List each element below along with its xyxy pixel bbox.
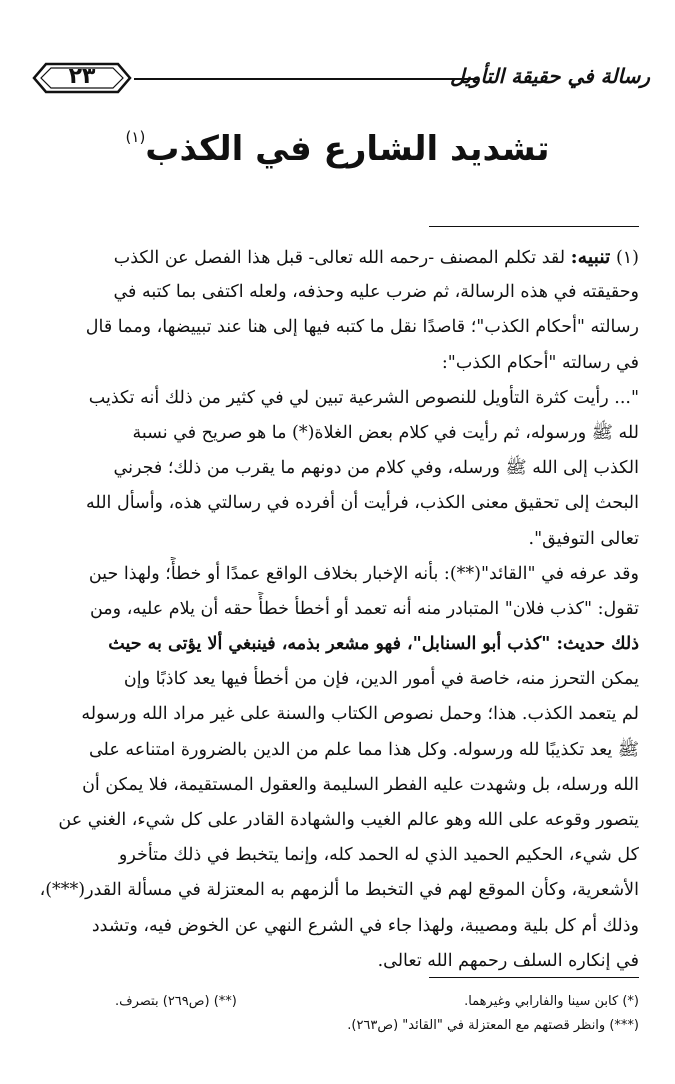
- text-line: في رسالته "أحكام الكذب":: [441, 352, 639, 373]
- quote-line: لله ﷺ ورسوله، ثم رأيت في كلام بعض الغلاة(*) ما هو صريح في نسبة: [132, 422, 639, 443]
- text-line: لم يتعمد الكذب. هذا؛ وحمل نصوص الكتاب والسنة على غير مراد الله ورسوله: [81, 704, 639, 725]
- text-line: وذلك أم كل بلية ومصيبة، ولهذا جاء في الشرع النهي عن الخوض فيه، وتشدد: [91, 915, 639, 936]
- text-line: كل شيء، الحكيم الحميد الذي له الحمد كله، وإنما يتخبط في ذلك متأخرو: [118, 845, 639, 866]
- text-line: الأشعرية، وكأن الموقع لهم في التخبط ما ألزمهم به المعتزلة في مسألة القدر(***)،: [39, 880, 639, 901]
- subfootnote-divider: [429, 977, 639, 978]
- text-line: يتصور وقوعه على الله وهو عالم الغيب والشهادة القادر على كل شيء، الغني عن: [58, 810, 639, 830]
- quote-line: تعالى التوفيق".: [528, 528, 639, 549]
- footnote-row: [35, 990, 639, 1014]
- footnote-text: (ص٢٦٩) بتصرف.: [115, 994, 210, 1009]
- text-line: (١) تنبيه: لقد تكلم المصنف -رحمه الله تعالى- قبل هذا الفصل عن الكذب: [113, 246, 639, 268]
- text-line: يمكن التحرز منه، خاصة في أمور الدين، فإن من أخطأ فيها يعد كاذبًا وإن: [123, 669, 639, 690]
- chapter-title: تشديد الشارع في الكذب: [145, 129, 550, 169]
- footnote-marker: (**): [213, 994, 237, 1009]
- footnote-marker: (*): [622, 994, 639, 1009]
- text-line: وقد عرفه في "القائد"(**): بأنه الإخبار بخلاف الواقع عمدًا أو خطأً؛ ولهذا حين: [88, 563, 639, 584]
- footnote-divider: [429, 226, 639, 227]
- footnote-item: [115, 990, 237, 1014]
- footnote-text: كابن سينا والفارابي وغيرهما.: [464, 994, 619, 1009]
- text-line: ﷺ يعد تكذيبًا لله ورسوله. وكل هذا مما علم من الدين بالضرورة امتناعه على: [88, 739, 639, 760]
- footnotes: [35, 990, 639, 1038]
- quote-line: البحث إلى تحقيق معنى الكذب، فرأيت أن أفرده في رسالتي هذه، وأسأل الله: [86, 493, 639, 514]
- note-text: [35, 240, 639, 979]
- page-number-badge: [32, 60, 132, 96]
- text-line: الله ورسله، بل وشهدت عليه الفطر السليمة والعقول المستقيمة، فلا يمكن أن: [82, 774, 639, 795]
- chapter-footnote-ref: (١): [125, 128, 146, 146]
- chapter-title-block: [0, 128, 675, 169]
- book-title: رسالة في حقيقة التأويل: [450, 64, 650, 88]
- note-label: تنبيه:: [570, 246, 611, 268]
- running-header: [30, 60, 650, 100]
- quote-line: الكذب إلى الله ﷺ ورسله، وفي كلام من دونهم ما يقرب من ذلك؛ فجرني: [113, 458, 639, 479]
- header-rule: [134, 78, 478, 80]
- quote-line: "... رأيت كثرة التأويل للنصوص الشرعية تبين لي في كثير من ذلك أنه تكذيب: [88, 387, 639, 408]
- text-line: تقول: "كذب فلان" المتبادر منه أنه تعمد أو أخطأ خطأً حقه أن يلام عليه، ومن: [89, 598, 639, 619]
- footnote-row: [35, 1014, 639, 1038]
- text-line: ذلك حديث: "كذب أبو السنابل"، فهو مشعر بذمه، فينبغي ألا يؤتى به حيث: [108, 634, 639, 655]
- text-line: رسالته "أحكام الكذب"؛ قاصدًا نقل ما كتبه فيها إلى هنا عند تبييضها، ومما قال: [85, 317, 639, 338]
- text-line: في إنكاره السلف رحمهم الله تعالى.: [377, 950, 639, 971]
- note-number: (١): [615, 248, 639, 268]
- footnote-text: وانظر قصتهم مع المعتزلة في "القائد" (ص٢٦٣).: [347, 1018, 606, 1033]
- footnote-marker: (***): [609, 1018, 639, 1033]
- text-line: وحقيقته في هذه الرسالة، ثم ضرب عليه وحذفه، ولعله اكتفى بما كتبه في: [113, 282, 639, 303]
- page-number: ٢٣: [68, 64, 96, 89]
